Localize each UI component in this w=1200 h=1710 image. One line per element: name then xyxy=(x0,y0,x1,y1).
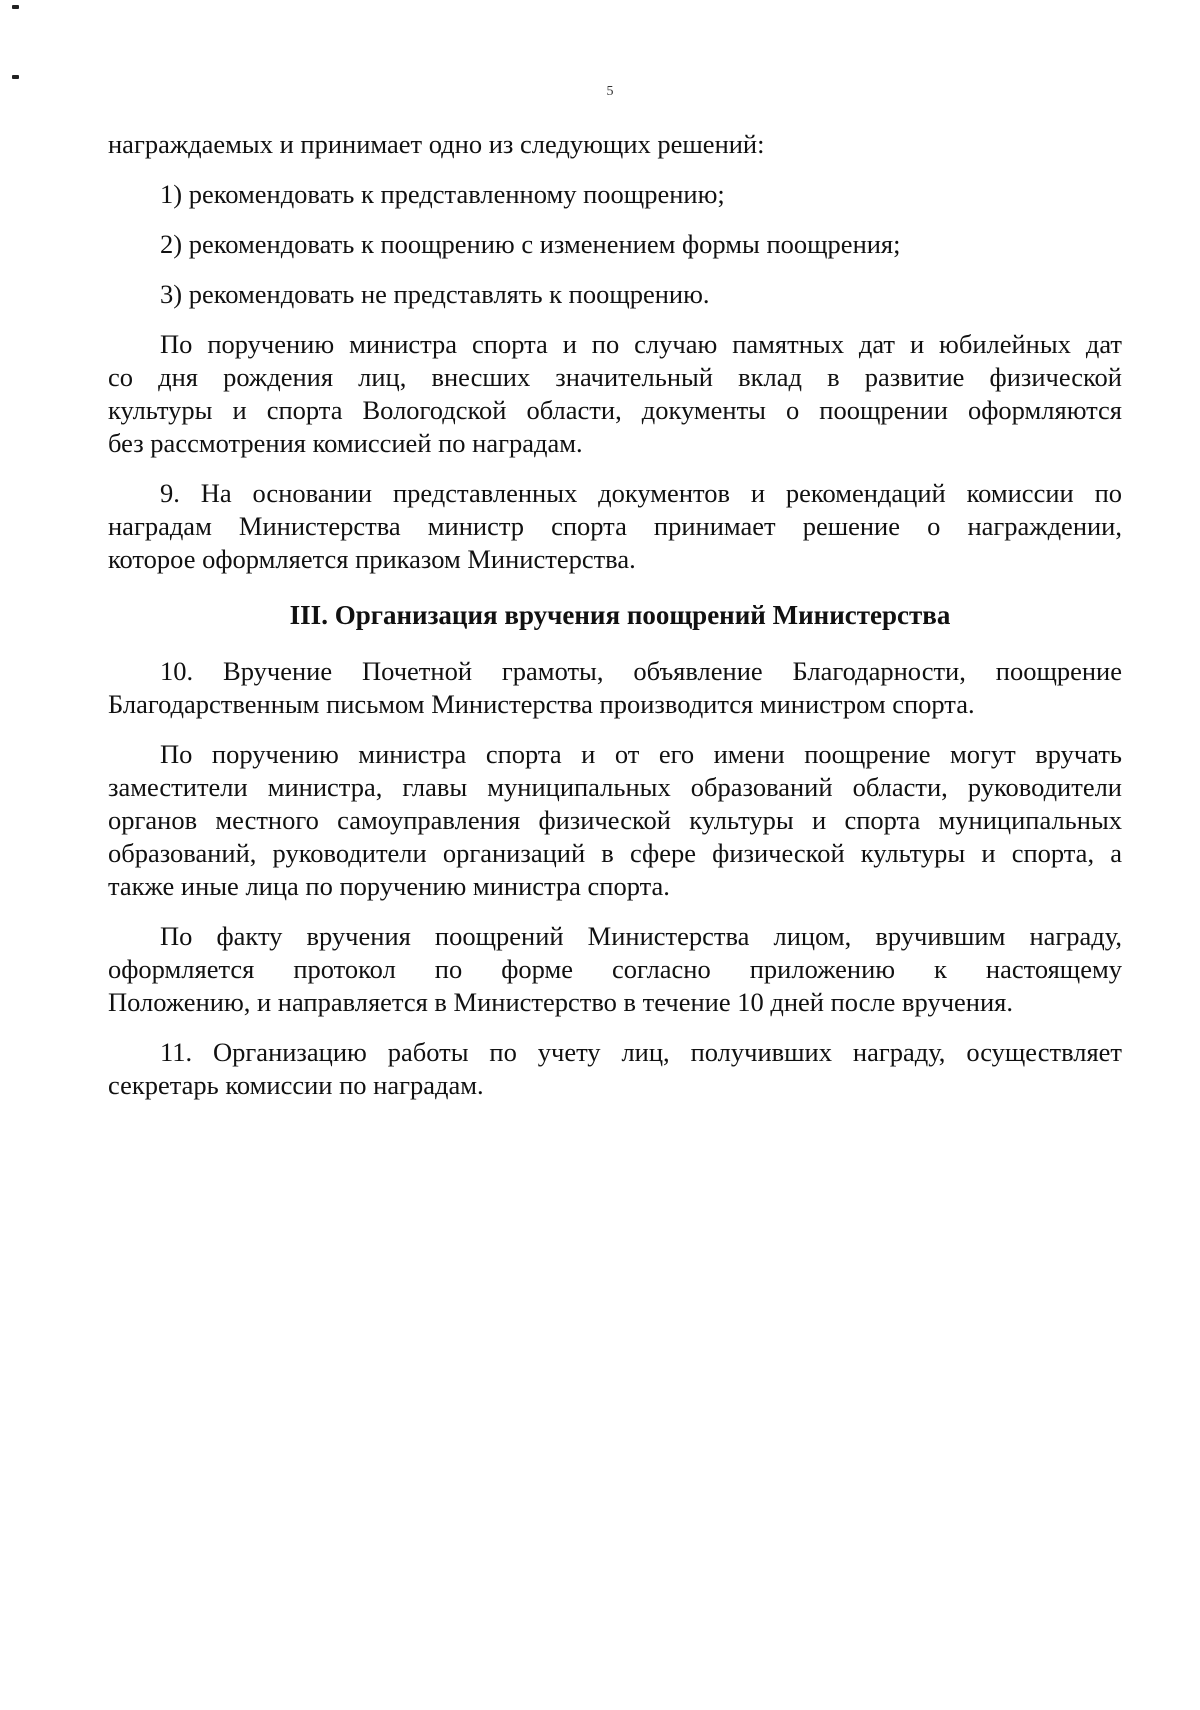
paragraph-line: оформляется протокол по форме согласно приложению к настоящему xyxy=(108,954,1122,984)
scan-edge-mark xyxy=(12,75,19,79)
paragraph-line: без рассмотрения комиссией по наградам. xyxy=(108,428,583,458)
paragraph-line: культуры и спорта Вологодской области, документы о поощрении оформляются xyxy=(108,395,1122,425)
paragraph-line: со дня рождения лиц, внесших значительный вклад в развитие физической xyxy=(108,362,1122,392)
paragraph-line: также иные лица по поручению министра спорта. xyxy=(108,871,670,901)
paragraph-line: По поручению министра спорта и от его имени поощрение могут вручать xyxy=(160,739,1122,769)
paragraph-line: образований, руководители организаций в сфере физической культуры и спорта, а xyxy=(108,838,1122,868)
paragraph-line: органов местного самоуправления физической культуры и спорта муниципальных xyxy=(108,805,1122,835)
paragraph-line: секретарь комиссии по наградам. xyxy=(108,1070,484,1100)
scan-edge-mark xyxy=(12,5,19,9)
paragraph-line: 9. На основании представленных документов и рекомендаций комиссии по xyxy=(160,478,1122,508)
paragraph-line: наградам Министерства министр спорта принимает решение о награждении, xyxy=(108,511,1122,541)
paragraph-line: 11. Организацию работы по учету лиц, получивших награду, осуществляет xyxy=(160,1037,1122,1067)
list-item: 3) рекомендовать не представлять к поощрению. xyxy=(160,279,710,309)
document-body xyxy=(108,128,1122,1102)
page-number: 5 xyxy=(606,84,614,99)
list-item: 2) рекомендовать к поощрению с изменением формы поощрения; xyxy=(160,229,901,259)
list-item: 1) рекомендовать к представленному поощрению; xyxy=(160,179,725,209)
paragraph-line: По факту вручения поощрений Министерства лицом, вручившим награду, xyxy=(160,921,1122,951)
paragraph-line: По поручению министра спорта и по случаю памятных дат и юбилейных дат xyxy=(160,329,1122,359)
section-heading: III. Организация вручения поощрений Министерства xyxy=(289,600,951,630)
paragraph-line: которое оформляется приказом Министерства. xyxy=(108,544,636,574)
paragraph-line: заместители министра, главы муниципальных образований области, руководители xyxy=(108,772,1122,802)
paragraph-line: Благодарственным письмом Министерства производится министром спорта. xyxy=(108,689,975,719)
paragraph-line: 10. Вручение Почетной грамоты, объявление Благодарности, поощрение xyxy=(160,656,1122,686)
paragraph-line: Положению, и направляется в Министерство в течение 10 дней после вручения. xyxy=(108,987,1013,1017)
paragraph-line: награждаемых и принимает одно из следующих решений: xyxy=(108,129,765,159)
